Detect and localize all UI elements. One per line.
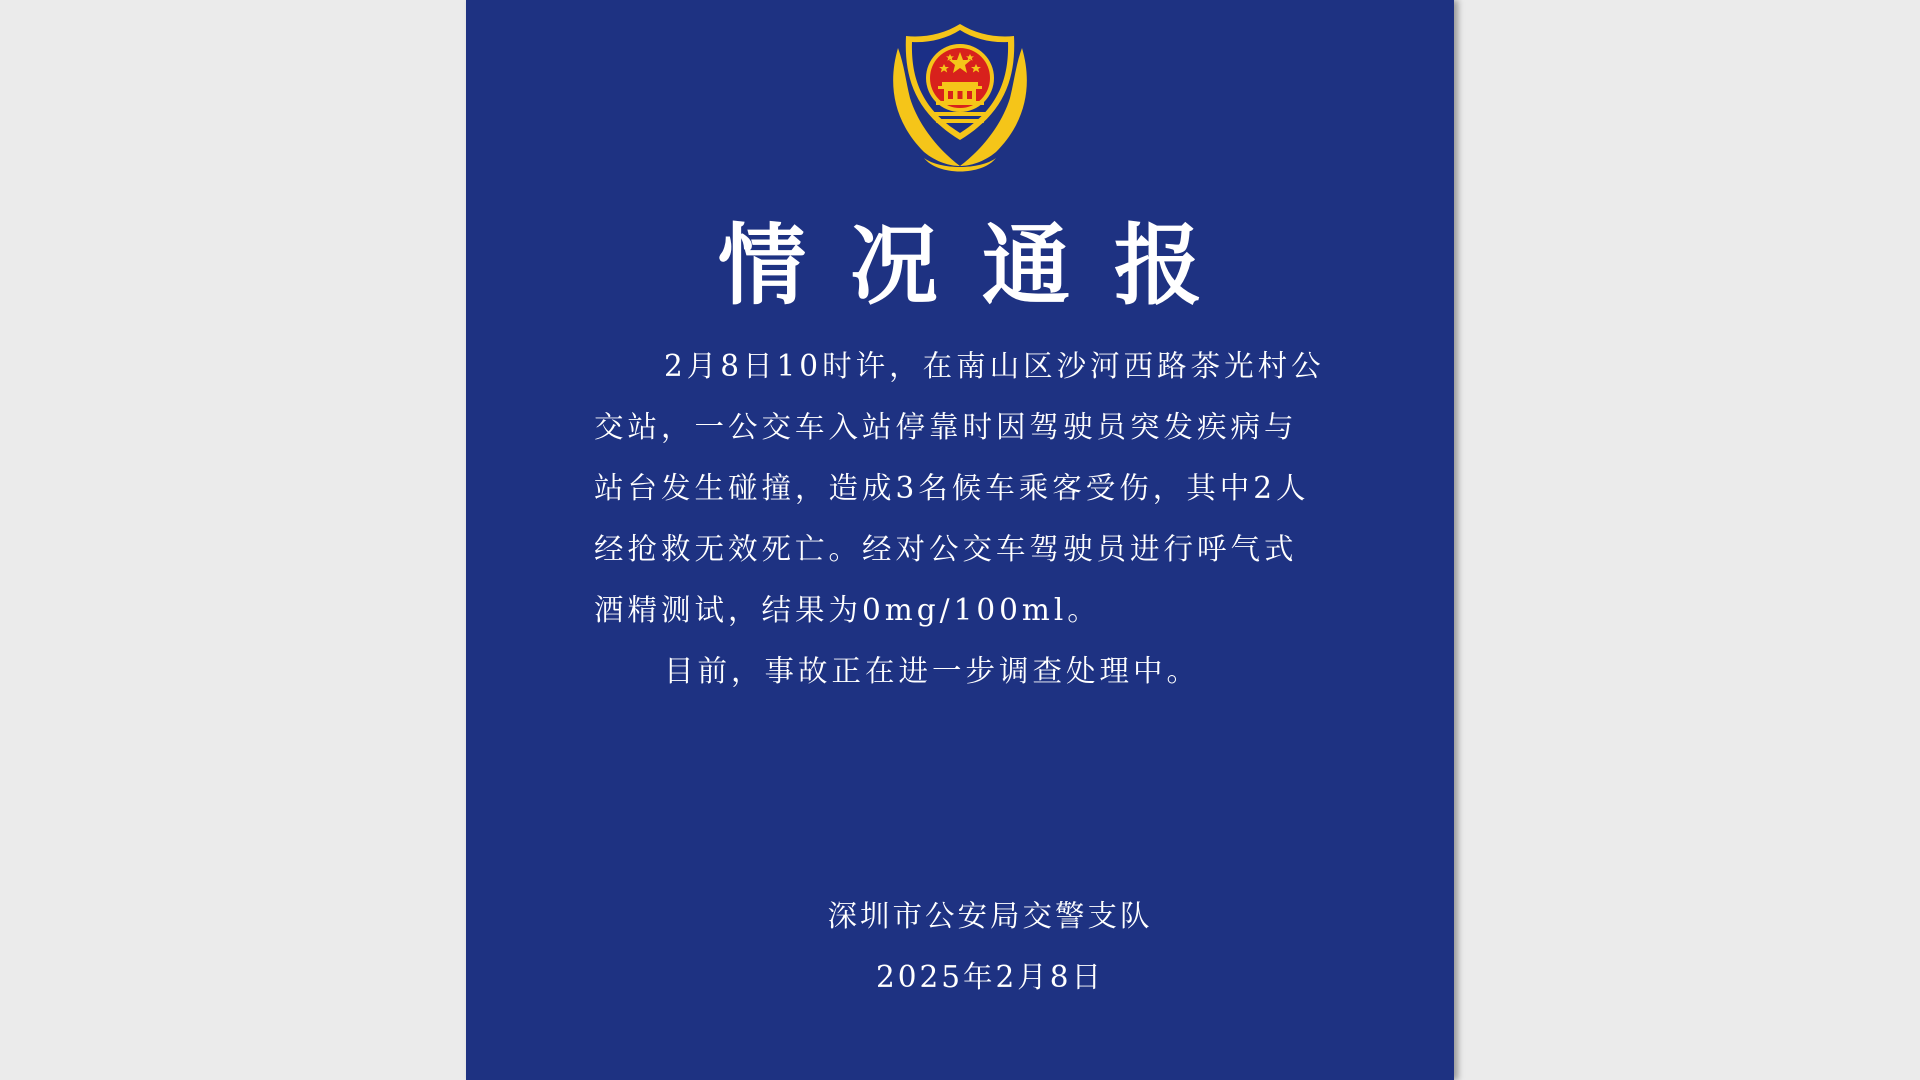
notice-paragraph: 2月8日10时许，在南山区沙河西路茶光村公交站，一公交车入站停靠时因驾驶员突发疾病与站台发生碰撞，造成3名候车乘客受伤，其中2人经抢救无效死亡。经对公交车驾驶员进行呼气式酒精测试，结果为0mg/100ml。 [594, 349, 1325, 627]
notice-body [594, 336, 1328, 702]
signature-block [776, 886, 1204, 1008]
notice-paragraph: 目前，事故正在进一步调查处理中。 [664, 654, 1201, 688]
notice-panel [466, 0, 1454, 1080]
police-emblem-icon [884, 20, 1036, 178]
issue-date: 2025年2月8日 [875, 960, 1105, 994]
issuer-name: 深圳市公安局交警支队 [827, 899, 1153, 933]
notice-title: 情况通报 [717, 213, 1246, 317]
